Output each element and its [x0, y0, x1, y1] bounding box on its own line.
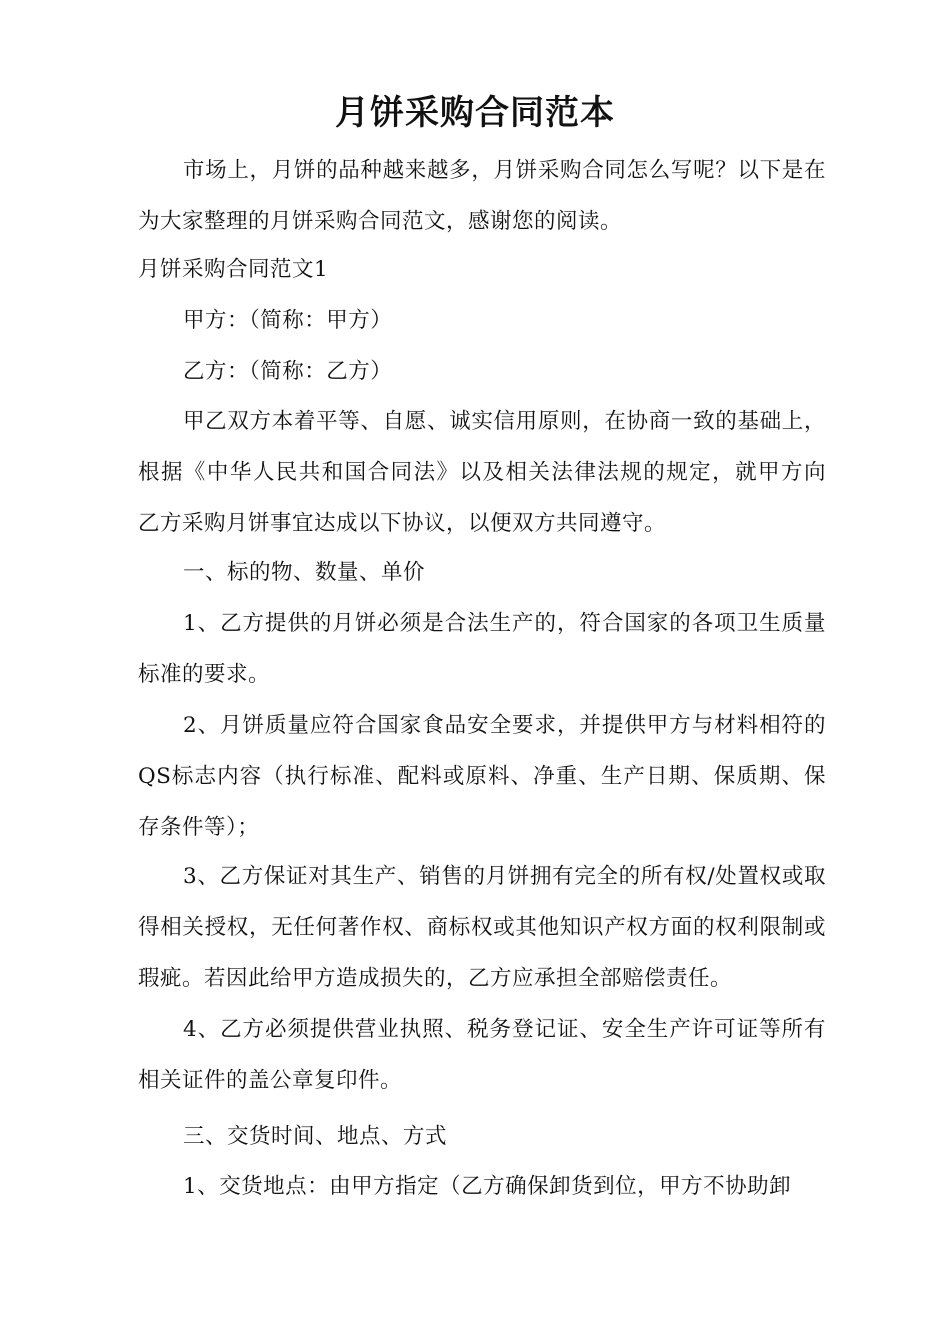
clause-1-item-1: 1、乙方提供的月饼必须是合法生产的，符合国家的各项卫生质量标准的要求。 [138, 611, 826, 687]
document-title: 月饼采购合同范本 [335, 93, 615, 133]
party-a-line: 甲方：（简称：甲方） [183, 308, 393, 333]
intro-paragraph: 市场上，月饼的品种越来越多，月饼采购合同怎么写呢？以下是在 为大家整理的月饼采购合同范文，感谢您的阅读。 [138, 158, 826, 234]
clause-3-item-1: 1、交货地点：由甲方指定（乙方确保卸货到位，甲方不协助卸 [183, 1174, 792, 1199]
clause-1-item-3: 3、乙方保证对其生产、销售的月饼拥有完全的所有权/处置权或取得相关授权，无任何著作权、商标权或其他知识产权方面的权利限制或瑕疵。若因此给甲方造成损失的，乙方应承担全部赔偿责任。 [138, 864, 826, 991]
preamble-paragraph: 甲乙双方本着平等、自愿、诚实信用原则，在协商一致的基础上， 根据《中华人民共和国合同法》以及相关法律法规的规定，就甲方向 乙方采购月饼事宜达成以下协议，以便双方共同遵守。 [138, 409, 826, 536]
clause-heading-1: 一、标的物、数量、单价 [183, 560, 426, 585]
clause-1-item-2: 2、月饼质量应符合国家食品安全要求，并提供甲方与材料相符的QS标志内容（执行标准、配料或原料、净重、生产日期、保质期、保存条件等）； [138, 713, 826, 840]
section-heading-sample-1: 月饼采购合同范文1 [138, 257, 329, 282]
clause-heading-3: 三、交货时间、地点、方式 [183, 1124, 448, 1149]
party-b-line: 乙方：（简称：乙方） [183, 359, 393, 384]
clause-1-item-4: 4、乙方必须提供营业执照、税务登记证、安全生产许可证等所有相关证件的盖公章复印件。 [138, 1017, 826, 1093]
